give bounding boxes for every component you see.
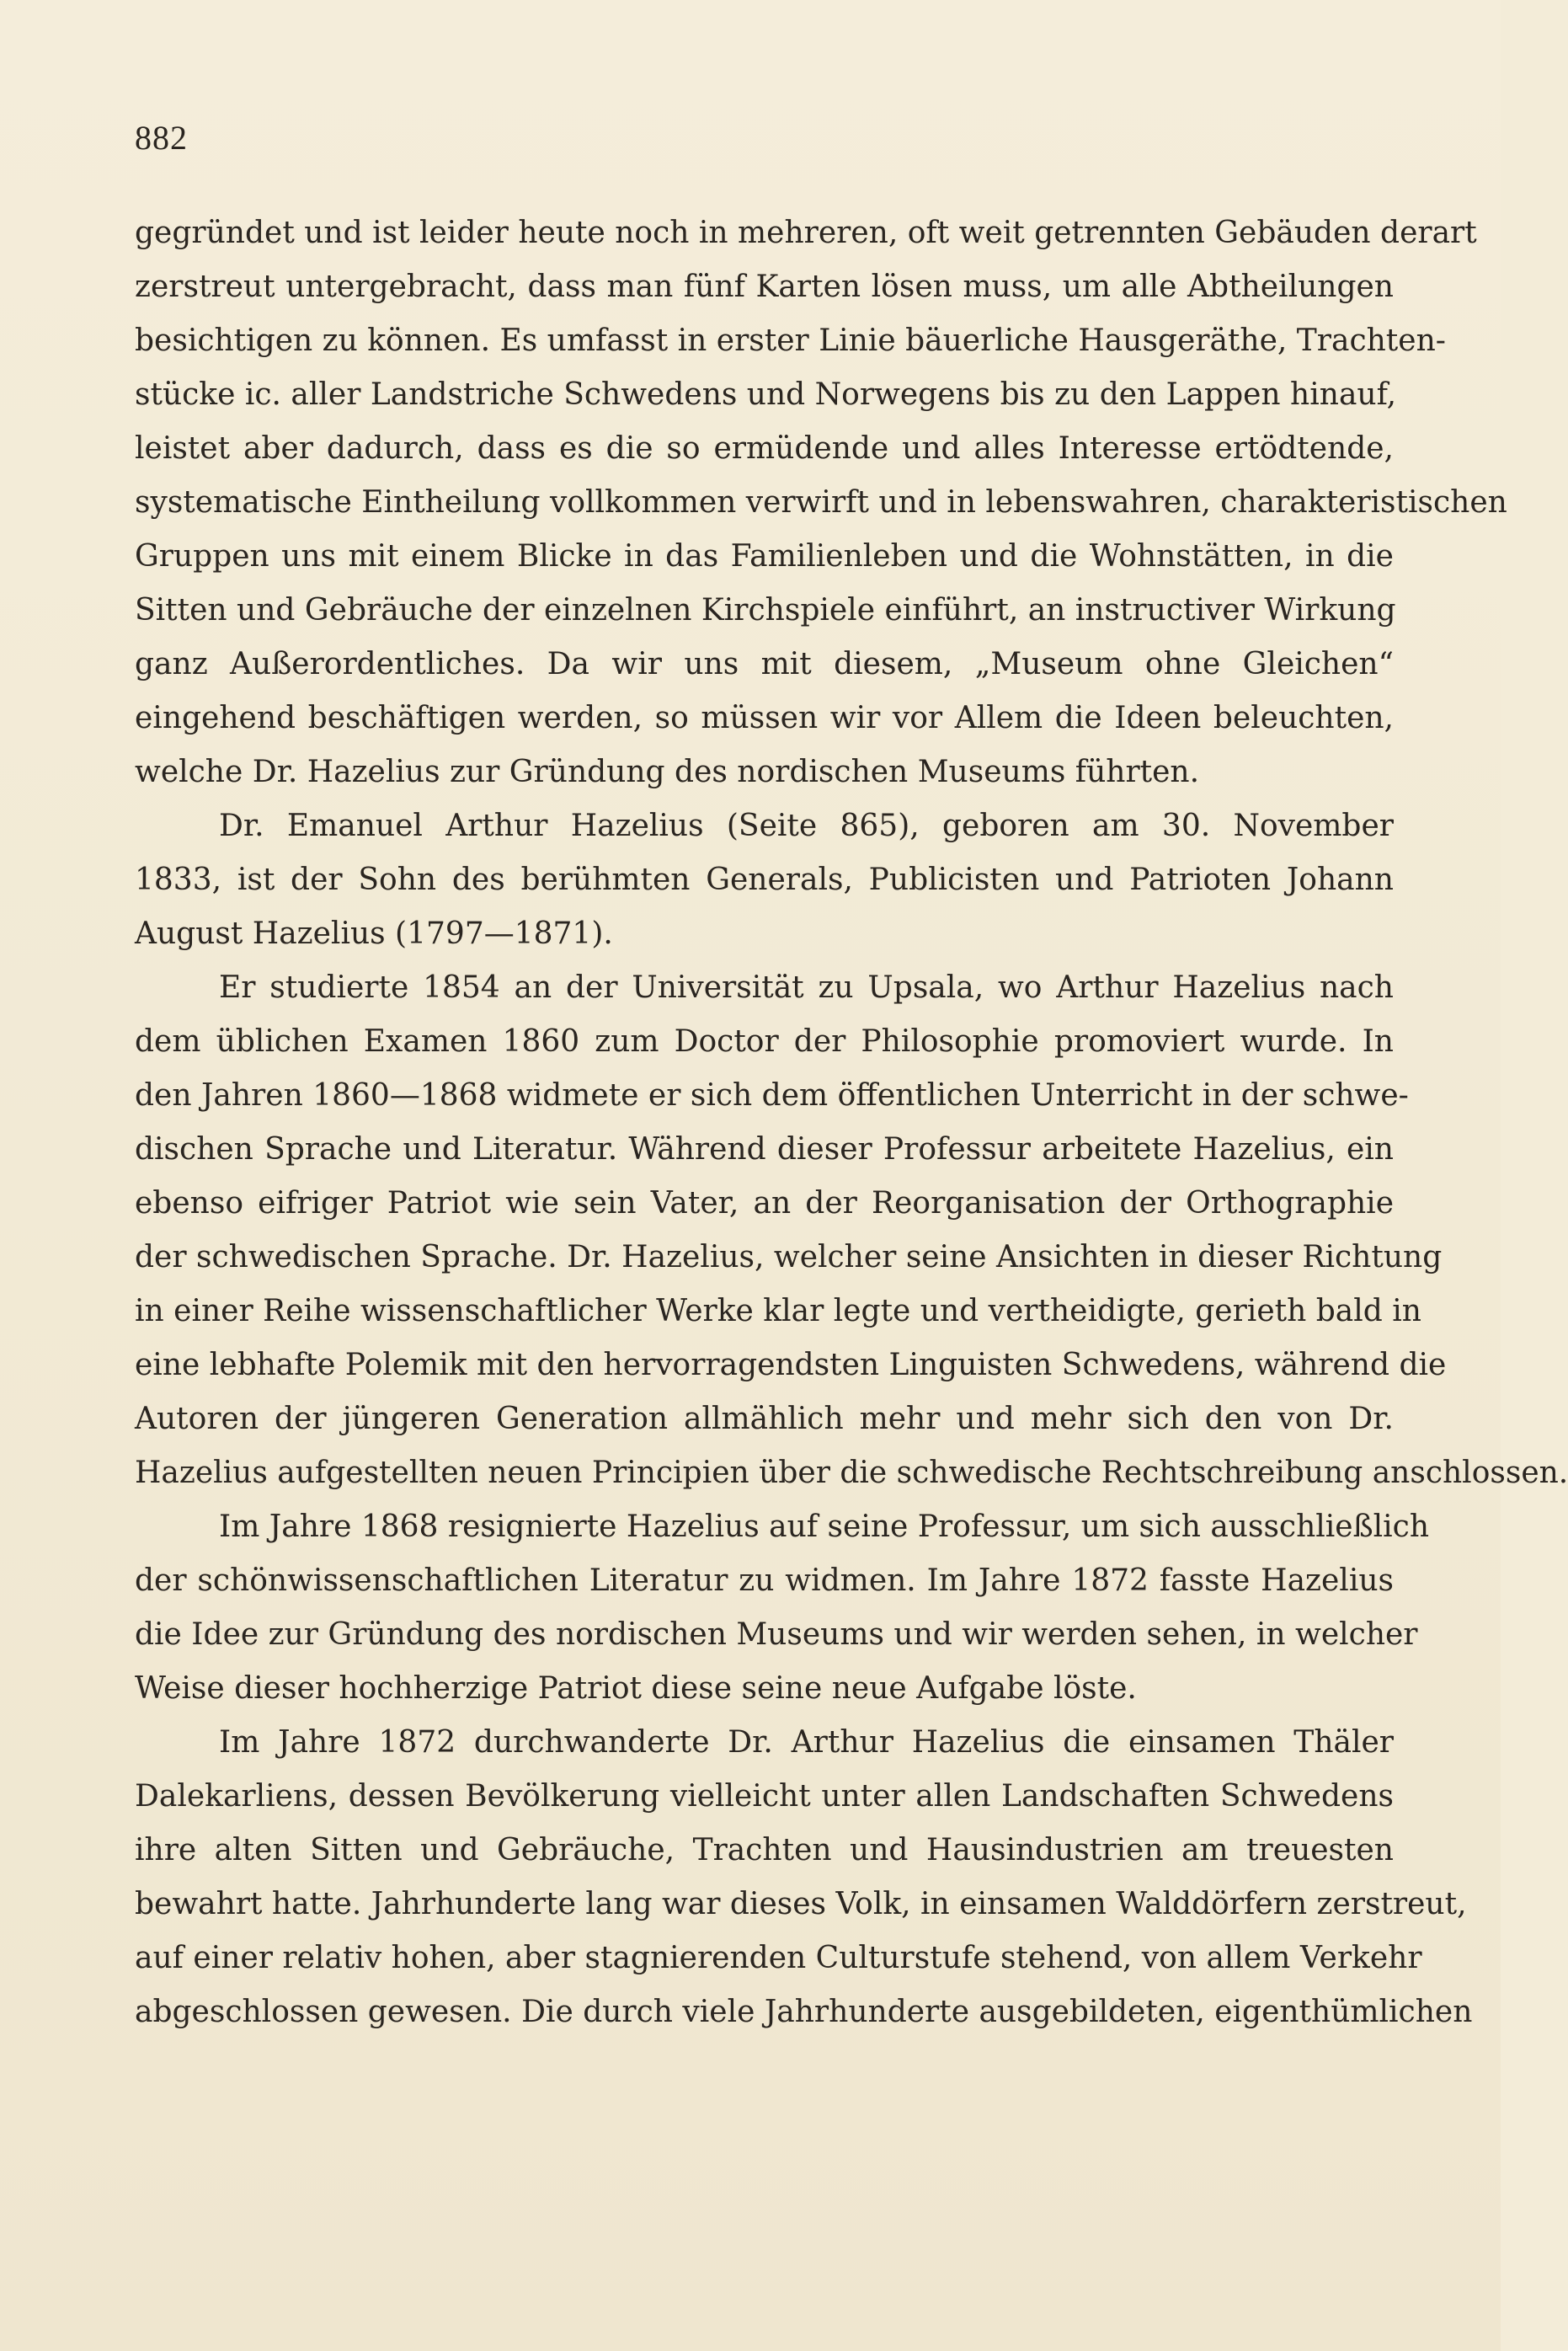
- text-line: August Hazelius (1797—1871).: [135, 916, 613, 951]
- text-line: Autoren der jüngeren Generation allmählich mehr und mehr sich den von Dr.: [135, 1402, 1394, 1436]
- text-line: Sitten und Gebräuche der einzelnen Kirchspiele einführt, an instructiver Wirkung: [135, 593, 1396, 628]
- paragraph-4: [135, 1500, 1430, 1716]
- text-line: eine lebhafte Polemik mit den hervorragendsten Linguisten Schwedens, während die: [135, 1348, 1447, 1382]
- text-line: systematische Eintheilung vollkommen verwirft und in lebenswahren, charakteristischen: [135, 485, 1507, 520]
- text-line: besichtigen zu können. Es umfasst in erster Linie bäuerliche Hausgeräthe, Trachten-: [135, 323, 1446, 358]
- text-line: Im Jahre 1868 resignierte Hazelius auf seine Professur, um sich ausschließlich: [219, 1509, 1430, 1544]
- text-line: Im Jahre 1872 durchwanderte Dr. Arthur Hazelius die einsamen Thäler: [219, 1725, 1394, 1760]
- text-line: Weise dieser hochherzige Patriot diese seine neue Aufgabe löste.: [135, 1671, 1137, 1706]
- text-line: abgeschlossen gewesen. Die durch viele Jahrhunderte ausgebildeten, eigenthümlichen: [135, 1995, 1473, 2029]
- text-line: ihre alten Sitten und Gebräuche, Trachten und Hausindustrien am treuesten: [135, 1833, 1394, 1867]
- text-line: Gruppen uns mit einem Blicke in das Familienleben und die Wohnstätten, in die: [135, 539, 1394, 574]
- text-line: bewahrt hatte. Jahrhunderte lang war dieses Volk, in einsamen Walddörfern zerstreut,: [135, 1887, 1467, 1921]
- text-line: stücke ic. aller Landstriche Schwedens und Norwegens bis zu den Lappen hinauf,: [135, 377, 1397, 412]
- text-line: dem üblichen Examen 1860 zum Doctor der Philosophie promoviert wurde. In: [135, 1024, 1394, 1059]
- text-line: auf einer relativ hohen, aber stagnierenden Culturstufe stehend, von allem Verkehr: [135, 1941, 1422, 1975]
- text-line: die Idee zur Gründung des nordischen Museums und wir werden sehen, in welcher: [135, 1617, 1418, 1652]
- text-line: leistet aber dadurch, dass es die so ermüdende und alles Interesse ertödtende,: [135, 431, 1394, 466]
- text-line: Er studierte 1854 an der Universität zu Upsala, wo Arthur Hazelius nach: [219, 970, 1394, 1005]
- text-line: dischen Sprache und Literatur. Während dieser Professur arbeitete Hazelius, ein: [135, 1132, 1394, 1167]
- text-line: der schönwissenschaftlichen Literatur zu widmen. Im Jahre 1872 fasste Hazelius: [135, 1563, 1394, 1598]
- paragraph-5: [135, 1716, 1473, 2039]
- body-text: [135, 206, 1568, 2039]
- page-number: 882: [135, 119, 188, 157]
- paragraph-1: [135, 206, 1507, 799]
- text-line: ganz Außerordentliches. Da wir uns mit diesem, „Museum ohne Gleichen“: [135, 647, 1394, 681]
- text-line: welche Dr. Hazelius zur Gründung des nordischen Museums führten.: [135, 755, 1200, 789]
- text-line: der schwedischen Sprache. Dr. Hazelius, welcher seine Ansichten in dieser Richtung: [135, 1240, 1443, 1274]
- text-line: Hazelius aufgestellten neuen Principien über die schwedische Rechtschreibung anschlossen.: [135, 1456, 1568, 1490]
- text-line: den Jahren 1860—1868 widmete er sich dem öffentlichen Unterricht in der schwe-: [135, 1078, 1409, 1113]
- text-line: Dalekarliens, dessen Bevölkerung vielleicht unter allen Landschaften Schwedens: [135, 1779, 1394, 1814]
- text-line: zerstreut untergebracht, dass man fünf Karten lösen muss, um alle Abtheilungen: [135, 270, 1394, 304]
- text-line: eingehend beschäftigen werden, so müssen wir vor Allem die Ideen beleuchten,: [135, 701, 1394, 735]
- text-line: 1833, ist der Sohn des berühmten Generals, Publicisten und Patrioten Johann: [135, 863, 1394, 897]
- paragraph-2: [135, 799, 1394, 961]
- text-line: Dr. Emanuel Arthur Hazelius (Seite 865), geboren am 30. November: [219, 809, 1394, 843]
- text-line: gegründet und ist leider heute noch in mehreren, oft weit getrennten Gebäuden derart: [135, 216, 1477, 250]
- paragraph-3: [135, 961, 1568, 1500]
- text-line: ebenso eifriger Patriot wie sein Vater, an der Reorganisation der Orthographie: [135, 1186, 1394, 1221]
- text-line: in einer Reihe wissenschaftlicher Werke klar legte und vertheidigte, gerieth bald in: [135, 1294, 1421, 1328]
